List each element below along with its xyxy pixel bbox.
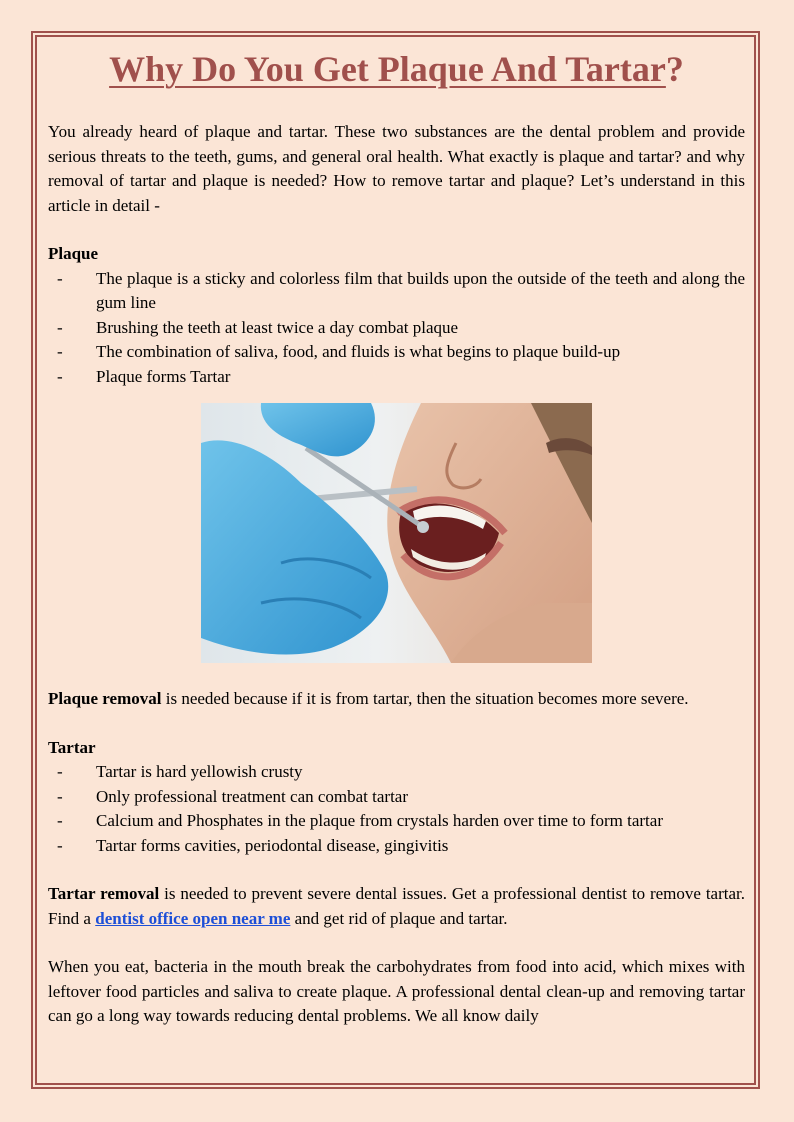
page-title-main: Why Do You Get Plaque And Tartar [109,49,666,89]
dentist-office-link[interactable]: dentist office open near me [95,908,291,928]
photo-container [48,403,745,663]
list-item: - Tartar is hard yellowish crusty [48,760,745,785]
page-title-suffix: ? [665,49,684,89]
dental-exam-illustration [201,403,592,663]
plaque-removal-paragraph [48,687,745,712]
plaque-removal-text: is needed because if it is from tartar, then the situation becomes more severe. [161,689,689,708]
article [48,42,745,1029]
plaque-removal-term: Plaque removal [48,689,162,708]
list-item: - Tartar forms cavities, periodontal disease, gingivitis [48,834,745,859]
intro-paragraph: You already heard of plaque and tartar. These two substances are the dental problem and provide serious threats to the teeth, gums, and general oral health. What exactly is plaque and tartar? and why removal of tartar and plaque is needed? How to remove tartar and plaque? Let’s understand in this article in detail - [48,122,745,215]
list-item: - Brushing the teeth at least twice a day combat plaque [48,316,745,341]
plaque-list [48,267,745,390]
tartar-list [48,760,745,858]
list-item: - Calcium and Phosphates in the plaque from crystals harden over time to form tartar [48,809,745,834]
tartar-heading: Tartar [48,737,96,757]
plaque-heading: Plaque [48,244,99,263]
list-item: - Plaque forms Tartar [48,365,745,390]
page-title [48,42,745,96]
list-item: - The combination of saliva, food, and fluids is what begins to plaque build-up [48,340,745,365]
closing-paragraph: When you eat, bacteria in the mouth break the carbohydrates from food into acid, which mixes with leftover food particles and saliva to create plaque. A professional dental clean-up and removing tartar can go a long way towards reducing dental problems. We all know daily [48,957,745,1025]
dental-exam-photo [201,403,592,663]
tartar-removal-text-after: and get rid of plaque and tartar. [290,908,508,928]
tartar-removal-term: Tartar removal [48,884,160,903]
list-item: - The plaque is a sticky and colorless film that builds upon the outside of the teeth and along the gum line [48,267,745,316]
tartar-removal-paragraph [48,882,745,931]
list-item: - Only professional treatment can combat tartar [48,785,745,810]
tartar-removal-text-before: is needed to prevent severe dental issues. Get a professional dentist to remove tartar. Find a [48,884,745,928]
